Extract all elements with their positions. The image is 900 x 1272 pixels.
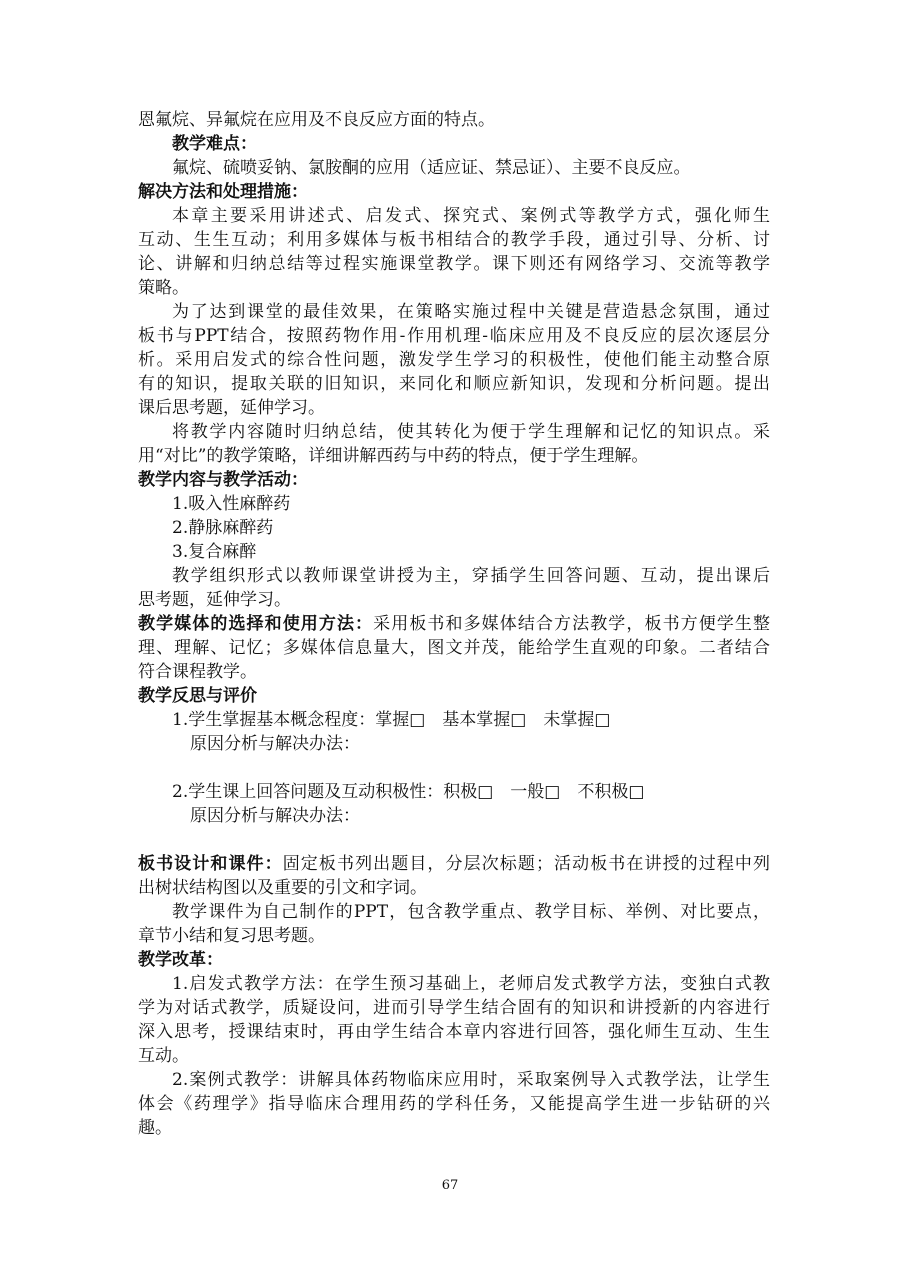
list-item: 1.吸入性麻醉药 xyxy=(172,494,291,514)
list-item: 2.静脉麻醉药 xyxy=(172,518,274,538)
text-line: 符合课程教学。 xyxy=(138,662,257,682)
page-number: 67 xyxy=(441,1178,459,1193)
heading-reform: 教学改革： xyxy=(138,950,223,970)
document-body xyxy=(138,108,770,1140)
text-line: 深入思考，授课结束时，再由学生结合本章内容进行回答，强化师生互动、生生 xyxy=(138,1022,770,1042)
heading-difficulties: 教学难点： xyxy=(172,134,257,154)
text-line: 教学课件为自己制作的PPT，包含教学重点、教学目标、举例、对比要点， xyxy=(172,902,770,922)
text-line: 策略。 xyxy=(138,278,189,298)
text-line: 原因分析与解决办法： xyxy=(190,806,360,826)
text-line: 互动、生生互动；利用多媒体与板书相结合的教学手段，通过引导、分析、讨 xyxy=(138,230,770,250)
text-line: 思考题，延伸学习。 xyxy=(138,590,291,610)
text-line: 将教学内容随时归纳总结，使其转化为便于学生理解和记忆的知识点。采 xyxy=(172,422,770,442)
text-span: 采用板书和多媒体结合方法教学，板书方便学生整 xyxy=(373,614,771,634)
text-line: 体会《药理学》指导临床合理用药的学科任务，又能提高学生进一步钻研的兴 xyxy=(138,1094,770,1114)
text-line: 2.案例式教学：讲解具体药物临床应用时，采取案例导入式教学法，让学生 xyxy=(172,1070,770,1090)
text-line: 有的知识，提取关联的旧知识，来同化和顺应新知识，发现和分析问题。提出 xyxy=(138,374,770,394)
text-line: 互动。 xyxy=(138,1046,189,1066)
text-line-board xyxy=(138,852,770,876)
text-line: 学为对话式教学，质疑设问，进而引导学生结合固有的知识和讲授新的内容进行 xyxy=(138,998,770,1018)
blank-line xyxy=(138,828,770,852)
evaluation-item: 1.学生掌握基本概念程度：掌握□ 基本掌握□ 未掌握□ xyxy=(172,710,611,730)
heading-media: 教学媒体的选择和使用方法： xyxy=(138,614,374,634)
blank-line xyxy=(138,756,770,780)
text-line: 出树状结构图以及重要的引文和字词。 xyxy=(138,878,427,898)
text-line: 章节小结和复习思考题。 xyxy=(138,926,325,946)
text-span: 固定板书列出题目，分层次标题；活动板书在讲授的过程中列 xyxy=(282,854,771,874)
evaluation-item: 2.学生课上回答问题及互动积极性：积极□ 一般□ 不积极□ xyxy=(172,782,645,802)
text-line: 论、讲解和归纳总结等过程实施课堂教学。课下则还有网络学习、交流等教学 xyxy=(138,254,770,274)
text-line: 1.启发式教学方法：在学生预习基础上，老师启发式教学方法，变独白式教 xyxy=(172,974,770,994)
heading-board-design: 板书设计和课件： xyxy=(138,854,283,874)
text-line: 氟烷、硫喷妥钠、氯胺酮的应用（适应证、禁忌证）、主要不良反应。 xyxy=(172,158,691,178)
text-line-media xyxy=(138,612,770,636)
heading-reflection: 教学反思与评价 xyxy=(138,686,257,706)
heading-content-activities: 教学内容与教学活动： xyxy=(138,470,308,490)
text-line: 板书与PPT结合，按照药物作用-作用机理-临床应用及不良反应的层次逐层分 xyxy=(138,326,770,346)
text-line: 趣。 xyxy=(138,1118,172,1138)
text-line: 析。采用启发式的综合性问题，激发学生学习的积极性，使他们能主动整合原 xyxy=(138,350,770,370)
list-item: 3.复合麻醉 xyxy=(172,542,257,562)
text-line: 课后思考题，延伸学习。 xyxy=(138,398,325,418)
text-line: 教学组织形式以教师课堂讲授为主，穿插学生回答问题、互动，提出课后 xyxy=(172,566,770,586)
text-line: 为了达到课堂的最佳效果，在策略实施过程中关键是营造悬念氛围，通过 xyxy=(172,302,770,322)
text-line: 恩氟烷、异氟烷在应用及不良反应方面的特点。 xyxy=(138,110,495,130)
text-line: 本章主要采用讲述式、启发式、探究式、案例式等教学方式，强化师生 xyxy=(172,206,770,226)
heading-solutions: 解决方法和处理措施： xyxy=(138,182,308,202)
text-line: 原因分析与解决办法： xyxy=(190,734,360,754)
text-line: 用“对比”的教学策略，详细讲解西药与中药的特点，便于学生理解。 xyxy=(138,446,649,466)
text-line: 理、理解、记忆；多媒体信息量大，图文并茂，能给学生直观的印象。二者结合 xyxy=(138,638,770,658)
